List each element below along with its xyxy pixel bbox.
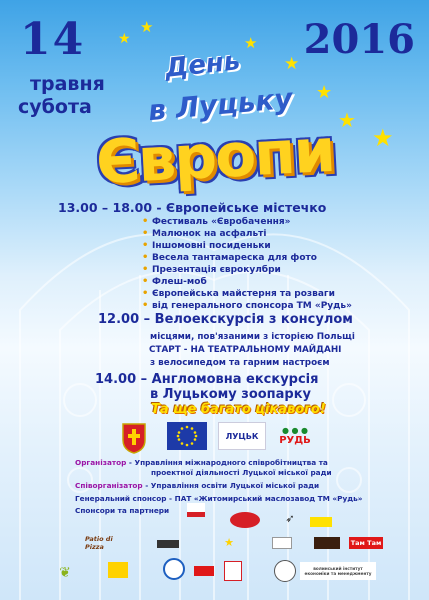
partner-logo [194, 566, 214, 576]
organizer-text: - Управління міжнародного співробітництва та [126, 458, 328, 467]
organizer-line-2: проектної діяльності Луцької міської ради [151, 468, 332, 477]
list-item: • Фестиваль «Євробачення» [142, 216, 352, 228]
star-icon: ★ [316, 82, 333, 103]
program-time-2: 12.00 – Велоекскурсія з консулом [98, 312, 353, 327]
leaf-icon: ❦ [59, 565, 71, 581]
list-item: • Іншомовні посиденьки [142, 240, 352, 252]
patio-text: Patio di Pizza [85, 535, 113, 551]
star-icon: ★ [118, 31, 131, 47]
month: травня [30, 73, 105, 95]
more-interesting: Та ще багато цікавого! [151, 402, 326, 417]
eu-stars-icon [167, 422, 207, 450]
partner-logo [56, 565, 74, 581]
general-sponsor-label: Генеральний спонсор [75, 494, 167, 503]
weekday: субота [18, 96, 92, 118]
list-item: • Весела тантамареска для фото [142, 252, 352, 264]
star-icon: ★ [284, 54, 300, 74]
partner-logo [157, 540, 179, 548]
partner-logo [230, 512, 260, 528]
list-item: • від генерального спонсора ТМ «Рудь» [142, 300, 352, 312]
rud-logo-text: РУДЬ [279, 434, 311, 446]
program-line: в Луцькому зоопарку [150, 387, 312, 402]
list-item: • Малюнок на асфальті [142, 228, 352, 240]
tamtam-text: Там Там [350, 539, 382, 547]
list-item: • Європейська майстерня та розваги [142, 288, 352, 300]
list-item: • Презентація єврокулбри [142, 264, 352, 276]
coorganizer-text: - Управління освіти Луцької міської ради [142, 481, 320, 490]
program-line: СТАРТ - НА ТЕАТРАЛЬНОМУ МАЙДАНІ [149, 345, 342, 355]
title-europe: Європи [94, 115, 336, 199]
program-time-1: 13.00 – 18.00 - Європейське містечко [58, 200, 327, 215]
date-number: 14 [20, 14, 86, 65]
coat-of-arms-icon [121, 422, 147, 454]
bird-icon: ➶ [285, 511, 295, 525]
star-icon: ★ [338, 108, 356, 132]
partner-patio [85, 537, 121, 549]
program-time-3: 14.00 – Англомовна екскурсія [95, 372, 319, 387]
general-sponsor-text: - ПАТ «Житомирський маслозавод ТМ «Рудь» [166, 494, 363, 503]
program-line: місцями, пов'язаними з історією Польщі [150, 332, 355, 342]
star-icon: ★ [244, 34, 258, 52]
lutsk-city-logo [218, 422, 266, 450]
institute-text: волинський інститут економіки та менеджменту [304, 566, 372, 576]
star-icon: ★ [372, 124, 394, 152]
organizer-line [75, 458, 328, 468]
partner-logo [272, 537, 292, 549]
organizer-label: Організатор [75, 458, 127, 467]
star-icon: ★ [140, 18, 154, 36]
lutsk-coat-of-arms-logo [121, 422, 147, 454]
rud-dots-icon: ● ● ● [281, 425, 309, 435]
partner-logo [212, 535, 246, 549]
star-icon: ★ [224, 535, 234, 549]
partner-logo [314, 537, 340, 549]
lutsk-logo-text: ЛУЦЬК [225, 431, 259, 441]
title-day: День [163, 46, 242, 84]
partner-tamtam [349, 537, 383, 549]
program-list-1 [142, 216, 352, 312]
coorganizer-label: Співорганізатор [75, 481, 143, 490]
partner-logo [282, 511, 298, 525]
partner-logo [310, 517, 332, 527]
coorganizer-line [75, 481, 319, 491]
program-line: з велосипедом та гарним настроєм [150, 358, 330, 368]
title-in-lutsk: в Луцьку [146, 81, 294, 128]
general-sponsor-line [75, 494, 362, 504]
year: 2016 [303, 16, 415, 63]
partner-logo [108, 562, 128, 578]
partner-logo [187, 503, 205, 517]
eu-flag-logo [167, 422, 207, 450]
partner-logo [163, 558, 185, 580]
partner-logo [274, 560, 296, 582]
partner-logo [224, 561, 242, 581]
partners-heading: Спонсори та партнери [75, 506, 170, 515]
list-item: • Флеш-моб [142, 276, 352, 288]
partner-institute [300, 562, 376, 580]
rud-logo [276, 422, 314, 450]
